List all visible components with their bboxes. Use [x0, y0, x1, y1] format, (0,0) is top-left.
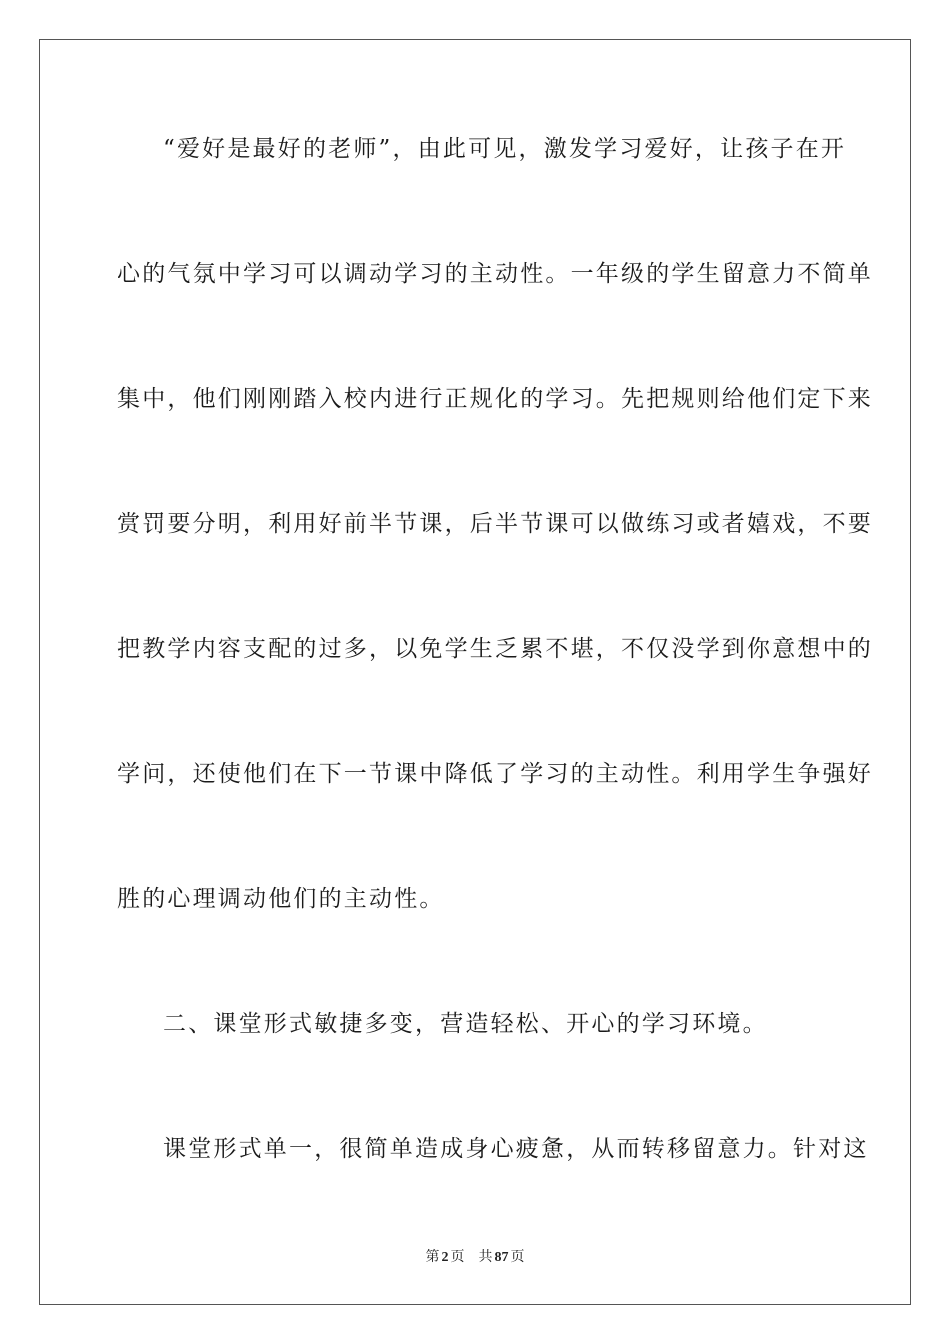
paragraph-line-9: 课堂形式单一，很简单造成身心疲惫，从而转移留意力。针对这 [163, 1136, 869, 1162]
paragraph-line-6: 学问，还使他们在下一节课中降低了学习的主动性。利用学生争强好 [117, 761, 873, 787]
paragraph-line-3: 集中，他们刚刚踏入校内进行正规化的学习。先把规则给他们定下来 [117, 386, 873, 412]
page-border [39, 39, 911, 1305]
page-footer [0, 1248, 950, 1267]
paragraph-line-4: 赏罚要分明，利用好前半节课，后半节课可以做练习或者嬉戏，不要 [117, 511, 873, 537]
paragraph-line-7: 胜的心理调动他们的主动性。 [117, 886, 445, 912]
total-suffix: 页 [510, 1249, 525, 1265]
paragraph-line-2: 心的气氛中学习可以调动学习的主动性。一年级的学生留意力不简单 [117, 261, 873, 287]
total-prefix: 共 [478, 1249, 493, 1265]
total-pages: 87 [494, 1250, 509, 1265]
page-number: 2 [441, 1250, 449, 1265]
paragraph-line-1: “爱好是最好的老师”，由此可见，激发学习爱好，让孩子在开 [163, 136, 847, 162]
paragraph-line-5: 把教学内容支配的过多，以免学生乏累不堪，不仅没学到你意想中的 [117, 636, 873, 662]
page-prefix: 第 [425, 1249, 440, 1265]
section-heading: 二、课堂形式敏捷多变，营造轻松、开心的学习环境。 [163, 1011, 768, 1037]
page-suffix: 页 [450, 1249, 465, 1265]
